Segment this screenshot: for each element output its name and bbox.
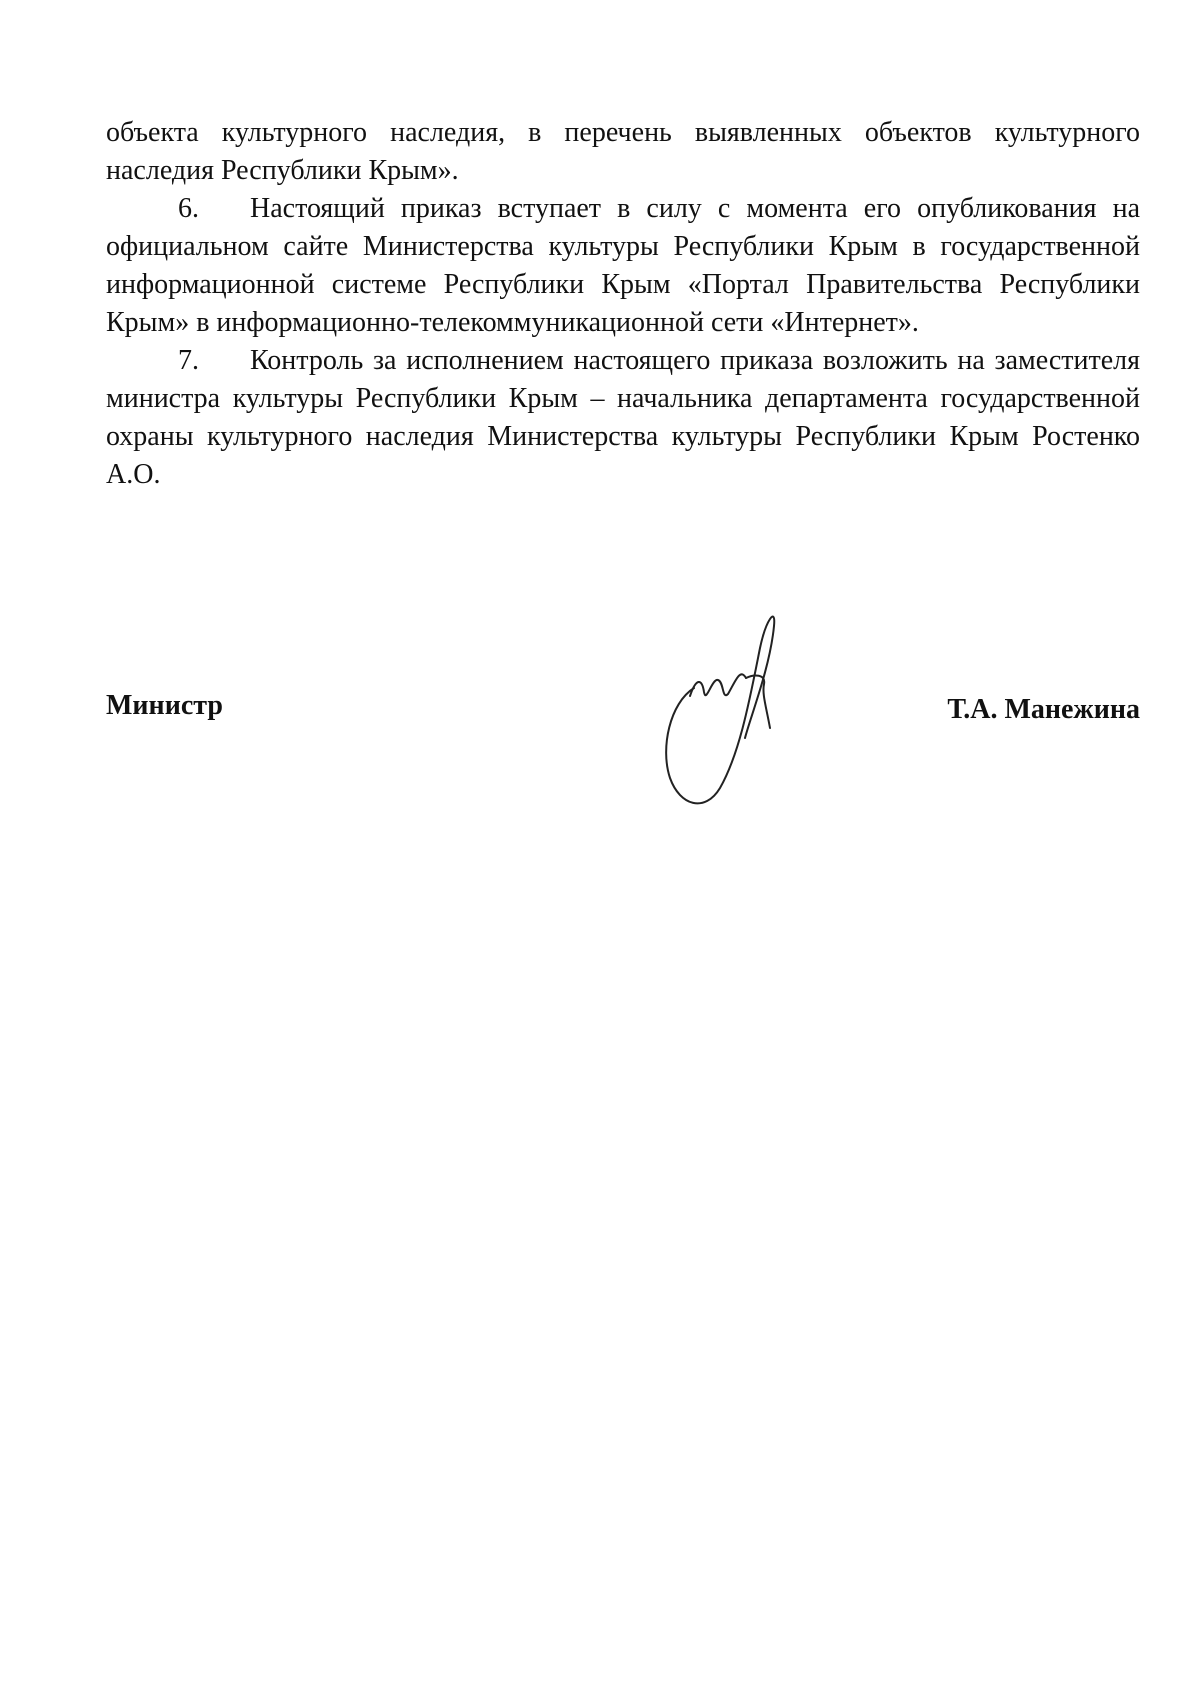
paragraph-text: объекта культурного наследия, в перечень выявленных объектов культурного наследия Республики Крым».: [106, 117, 1140, 186]
signer-name: Т.А. Манежина: [947, 694, 1140, 725]
paragraph-text: Настоящий приказ вступает в силу с момента его опубликования на официальном сайте Министерства культуры Республики Крым в государственной информационной системе Республики Крым «Портал Правительства Республики Крым» в информационно-телекоммуникационной сети «Интернет».: [106, 193, 1140, 338]
paragraph-continuation: [106, 114, 1140, 190]
paragraph-text: Контроль за исполнением настоящего приказа возложить на заместителя министра культуры Республики Крым – начальника департамента государственной охраны культурного наследия Министерства культуры Республики Крым Ростенко А.О.: [106, 345, 1140, 490]
paragraph-number: 7.: [178, 345, 199, 376]
paragraph-number: 6.: [178, 193, 199, 224]
handwritten-signature: [650, 608, 810, 820]
position-title: Министр: [106, 690, 223, 721]
signature-block: [106, 690, 1140, 810]
paragraph-6: [106, 190, 1140, 342]
document-body: [106, 114, 1140, 494]
paragraph-7: [106, 342, 1140, 494]
